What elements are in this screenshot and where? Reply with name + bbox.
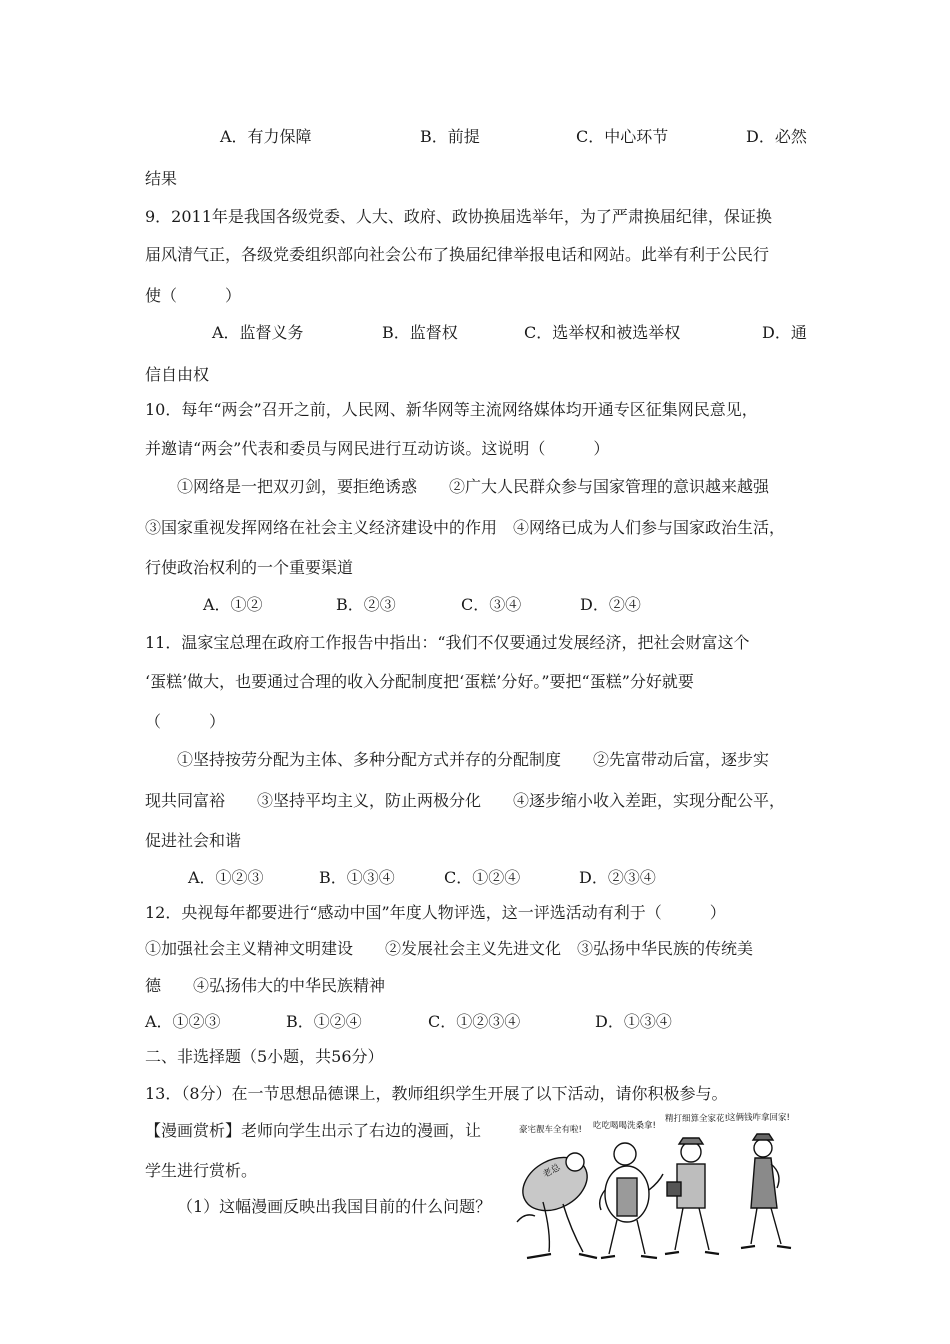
- q9-line-1: 9．2011年是我国各级党委、人大、政府、政协换届选举年，为了严肃换届纪律，保证换: [145, 207, 772, 226]
- q11-line-5: 现共同富裕 ③坚持平均主义，防止两极分化 ④逐步缩小收入差距，实现分配公平，: [145, 791, 786, 810]
- cartoon-figure-diner: [600, 1143, 663, 1258]
- cartoon-bubble-1: 豪宅靓车全有啦!: [519, 1125, 582, 1135]
- cartoon-bubble-4: 这俩钱咋拿回家!: [727, 1113, 790, 1123]
- q12-line-3: 德 ④弘扬伟大的中华民族精神: [145, 976, 386, 995]
- q13-line-3: 学生进行赏析。: [145, 1161, 258, 1180]
- q13-line-4: （1）这幅漫画反映出我国目前的什么问题？: [177, 1197, 492, 1216]
- q11-line-1: 11．温家宝总理在政府工作报告中指出：“我们不仅要通过发展经济，把社会财富这个: [145, 633, 750, 652]
- q13-line-2: 【漫画赏析】老师向学生出示了右边的漫画，让: [145, 1121, 482, 1140]
- section-heading: 二、非选择题（5小题，共56分）: [145, 1047, 384, 1066]
- q11-option-a: A．①②③: [188, 868, 264, 887]
- q12-option-d: D．①③④: [595, 1012, 672, 1031]
- q12-line-1: 12．央视每年都要进行“感动中国”年度人物评选，这一评选活动有利于（ ）: [145, 903, 726, 922]
- q11-line-3: （ ）: [145, 712, 226, 731]
- q8-option-d: D．必然: [746, 127, 807, 146]
- cartoon-figure-poor-man: [741, 1134, 791, 1248]
- q8-option-b: B．前提: [420, 127, 480, 146]
- cartoon-sack-label: 老总: [541, 1162, 563, 1181]
- q11-option-c: C．①②④: [444, 868, 521, 887]
- q8-options-cont: 结果: [145, 169, 178, 188]
- q10-option-d: D．②④: [580, 595, 641, 614]
- q10-option-c: C．③④: [461, 595, 522, 614]
- q10-line-2: 并邀请“两会”代表和委员与网民进行互动访谈。这说明（ ）: [145, 439, 610, 458]
- q8-option-a: A．有力保障: [220, 127, 312, 146]
- q12-option-b: B．①②④: [286, 1012, 362, 1031]
- cartoon-bubble-3: 精打细算全家花!: [665, 1114, 728, 1124]
- q11-line-4: ①坚持按劳分配为主体、多种分配方式并存的分配制度 ②先富带动后富，逐步实: [177, 750, 770, 769]
- q9-line-3: 使（ ）: [145, 286, 242, 305]
- q10-line-3: ①网络是一把双刃剑，要拒绝诱惑 ②广大人民群众参与国家管理的意识越来越强: [177, 477, 770, 496]
- q10-line-1: 10．每年“两会”召开之前，人民网、新华网等主流网络媒体均开通专区征集网民意见，: [145, 400, 758, 419]
- q9-line-2: 届风清气正，各级党委组织部向社会公布了换届纪律举报电话和网站。此举有利于公民行: [145, 245, 770, 264]
- q10-line-5: 行使政治权利的一个重要渠道: [145, 558, 354, 577]
- q9-option-d: D．通: [762, 323, 807, 342]
- q10-option-a: A．①②: [203, 595, 263, 614]
- q10-line-4: ③国家重视发挥网络在社会主义经济建设中的作用 ④网络已成为人们参与国家政治生活，: [145, 518, 786, 537]
- q9-option-b: B．监督权: [382, 323, 458, 342]
- q11-line-2: ‘蛋糕’做大，也要通过合理的收入分配制度把‘蛋糕’分好。”要把“蛋糕”分好就要: [145, 672, 694, 691]
- q8-option-c: C．中心环节: [576, 127, 669, 146]
- q9-option-a: A．监督义务: [212, 323, 304, 342]
- q12-option-c: C．①②③④: [428, 1012, 521, 1031]
- q12-line-2: ①加强社会主义精神文明建设 ②发展社会主义先进文化 ③弘扬中华民族的传统美: [145, 939, 754, 958]
- q9-option-c: C．选举权和被选举权: [524, 323, 681, 342]
- q11-option-b: B．①③④: [319, 868, 395, 887]
- q9-options-cont: 信自由权: [145, 365, 210, 384]
- q13-line-1: 13．（8分）在一节思想品德课上，教师组织学生开展了以下活动，请你积极参与。: [145, 1084, 728, 1103]
- cartoon-bubble-2: 吃吃喝喝洗桑拿!: [593, 1121, 656, 1131]
- cartoon-illustration: [505, 1112, 805, 1272]
- q11-option-d: D．②③④: [579, 868, 656, 887]
- q12-option-a: A．①②③: [145, 1012, 221, 1031]
- cartoon-figure-boss: [514, 1147, 597, 1258]
- cartoon-figure-worker: [665, 1138, 719, 1254]
- q11-line-6: 促进社会和谐: [145, 831, 242, 850]
- q10-option-b: B．②③: [336, 595, 396, 614]
